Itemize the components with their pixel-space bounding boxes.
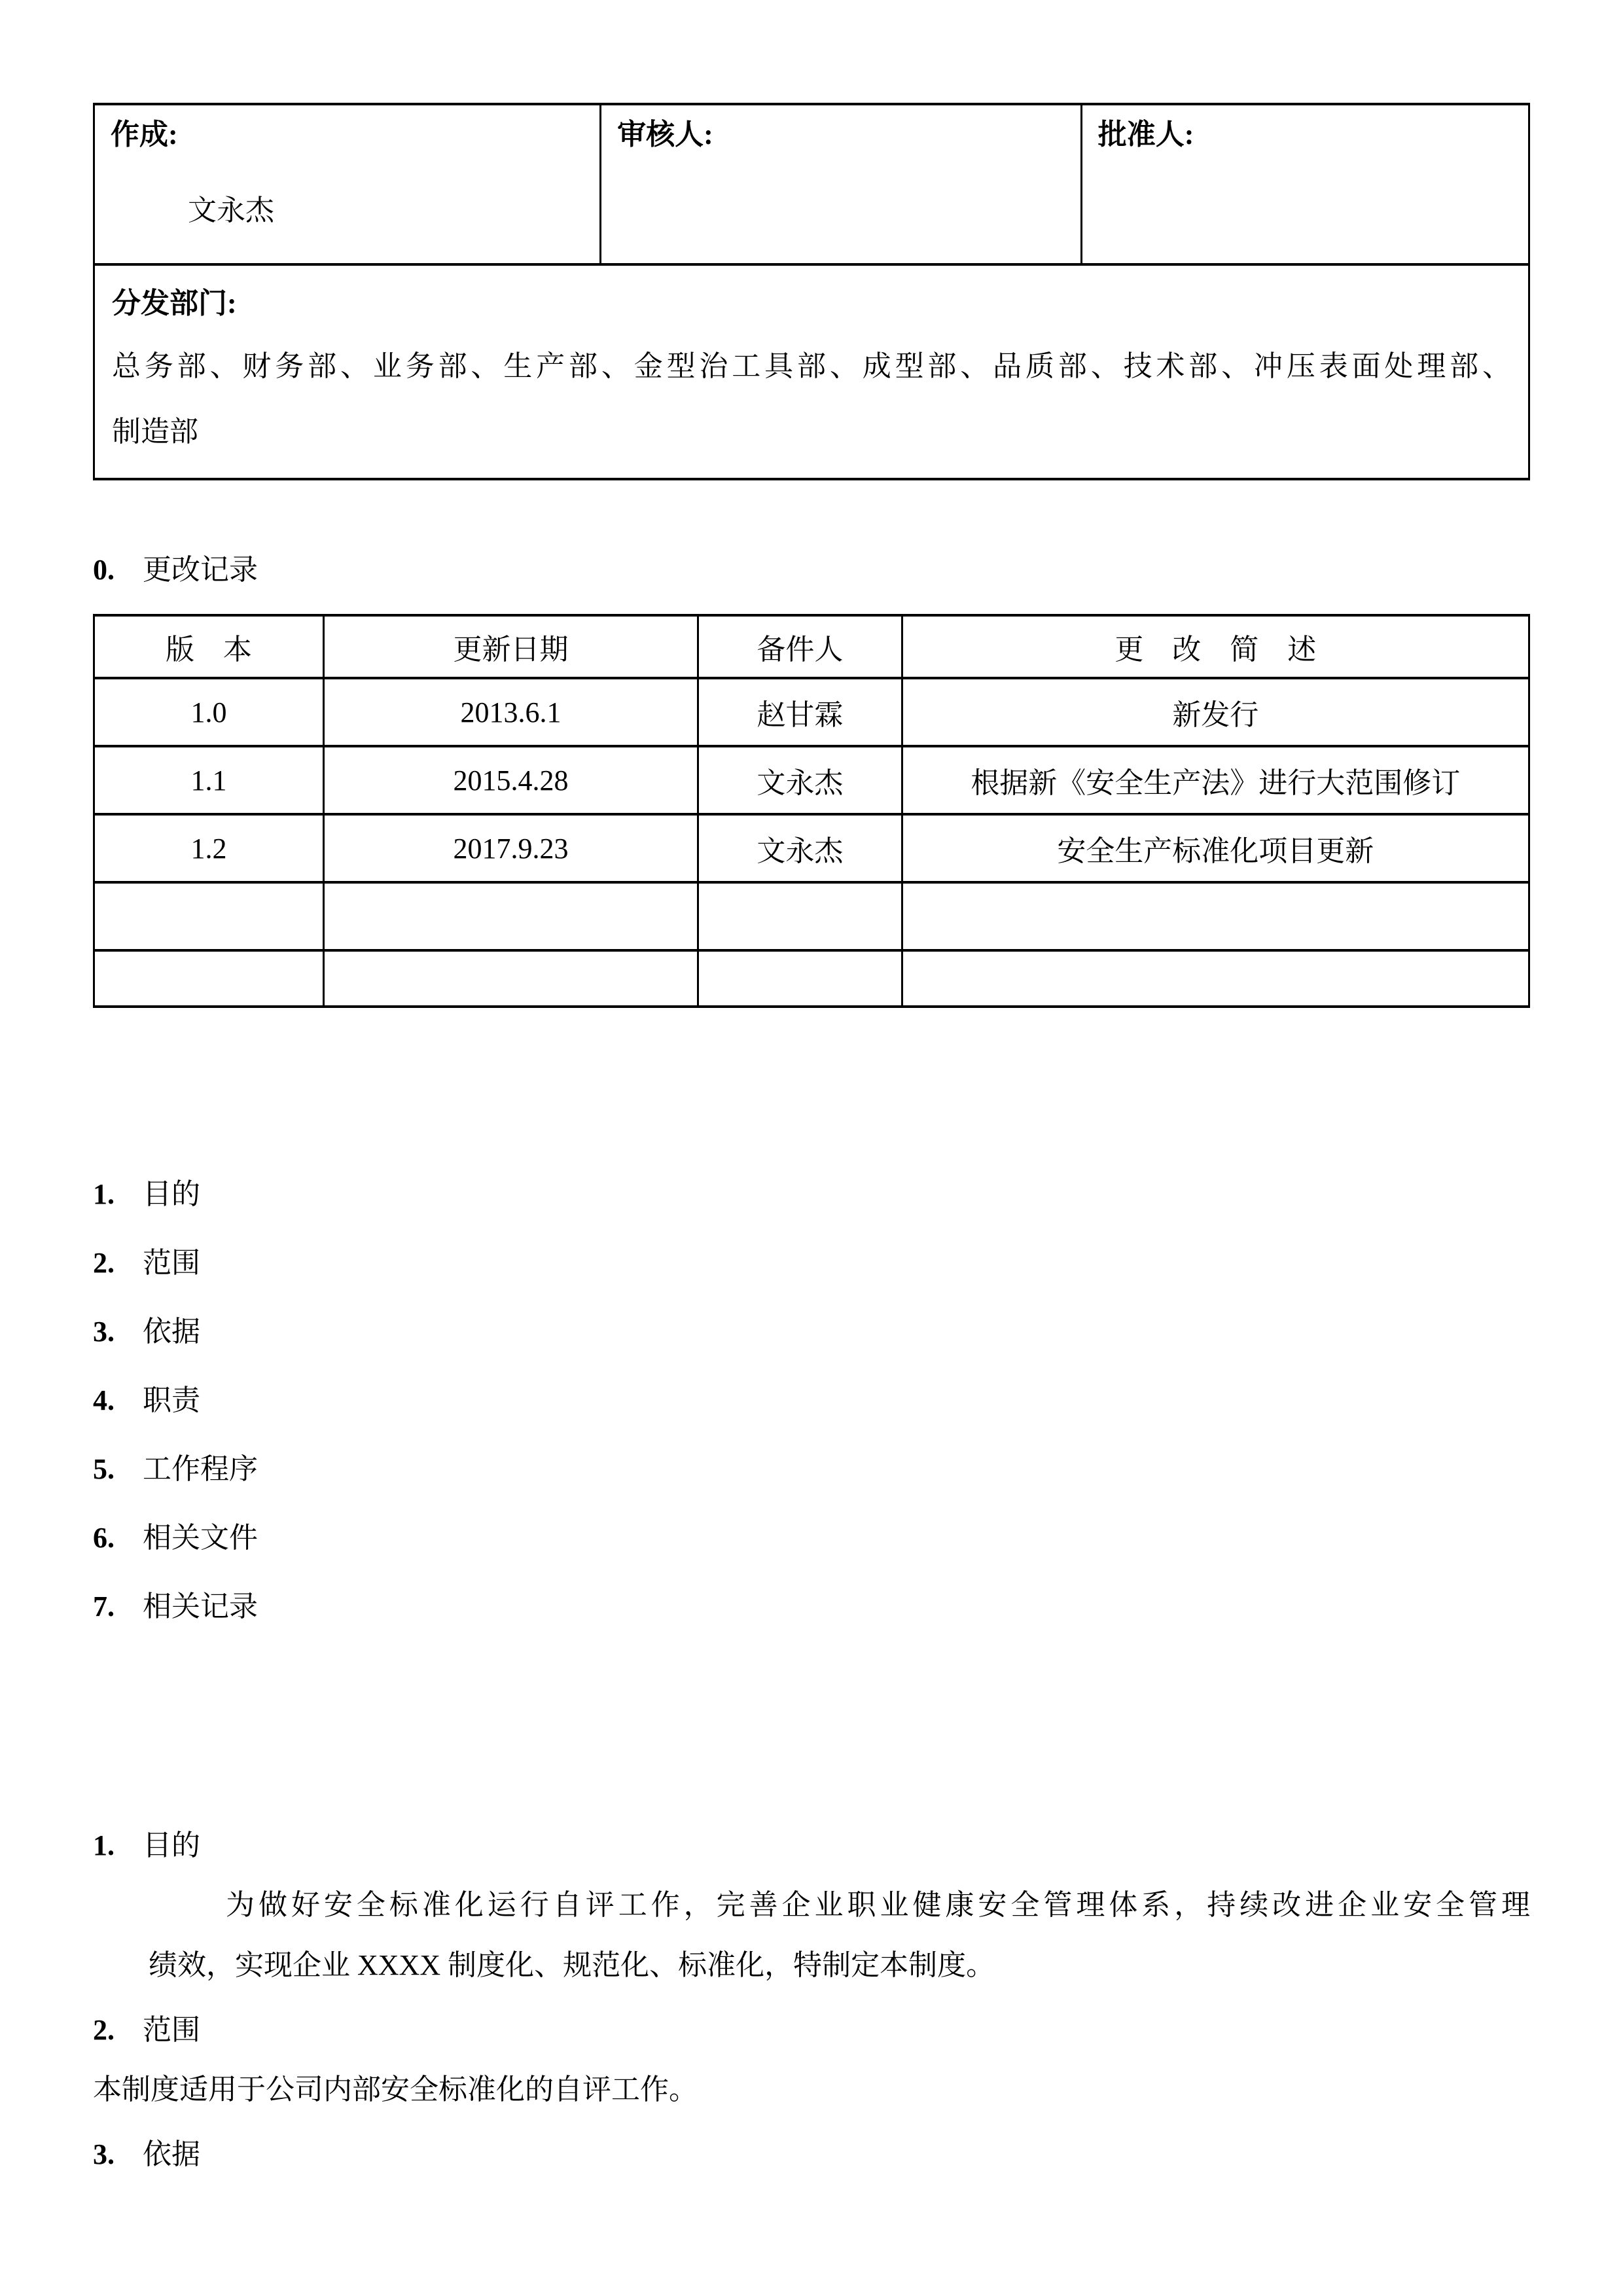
change-record-heading bbox=[93, 550, 1530, 590]
cell-version: 1.0 bbox=[94, 678, 324, 746]
section-number: 1. bbox=[93, 1829, 115, 1861]
table-row bbox=[94, 678, 1529, 746]
distribution-departments-line2: 制造部 bbox=[112, 416, 198, 448]
toc-item-purpose bbox=[93, 1160, 1530, 1229]
toc-number: 2. bbox=[93, 1247, 115, 1279]
toc-item-basis bbox=[93, 1297, 1530, 1366]
approver-cell bbox=[1081, 104, 1529, 264]
toc-number: 1. bbox=[93, 1178, 115, 1210]
distribution-row bbox=[94, 264, 1529, 479]
section-title: 范围 bbox=[143, 2014, 200, 2046]
cell-summary: 新发行 bbox=[902, 678, 1529, 746]
col-header-update-date: 更新日期 bbox=[323, 615, 698, 678]
toc-label: 相关记录 bbox=[143, 1590, 258, 1623]
author-cell bbox=[94, 104, 601, 264]
purpose-paragraph-line2: 绩效，实现企业 XXXX 制度化、规范化、标准化，特制定本制度。 bbox=[149, 1949, 995, 1981]
col-header-version: 版 本 bbox=[94, 615, 324, 678]
scope-paragraph-line1: 本制度适用于公司内部安全标准化的自评工作。 bbox=[93, 2073, 698, 2106]
cell-editor: 文永杰 bbox=[698, 814, 902, 882]
section-purpose-heading bbox=[93, 1825, 1530, 1866]
distribution-cell bbox=[94, 264, 1529, 479]
toc-label: 相关文件 bbox=[143, 1522, 258, 1554]
section-number: 3. bbox=[93, 2138, 115, 2170]
cell-date bbox=[323, 882, 698, 950]
change-record-table bbox=[93, 614, 1530, 1008]
toc-number: 6. bbox=[93, 1522, 115, 1554]
toc-number: 5. bbox=[93, 1453, 115, 1485]
cell-version: 1.1 bbox=[94, 746, 324, 814]
cell-summary: 安全生产标准化项目更新 bbox=[902, 814, 1529, 882]
change-record-heading-title: 更改记录 bbox=[143, 554, 258, 586]
change-table-header-row bbox=[94, 615, 1529, 678]
toc-item-related-records bbox=[93, 1572, 1530, 1641]
cell-summary bbox=[902, 882, 1529, 950]
section-scope-heading bbox=[93, 2010, 1530, 2051]
section-number: 2. bbox=[93, 2014, 115, 2046]
table-row-empty bbox=[94, 950, 1529, 1007]
table-row bbox=[94, 814, 1529, 882]
table-row bbox=[94, 746, 1529, 814]
section-title: 依据 bbox=[143, 2138, 200, 2170]
author-label: 作成: bbox=[111, 118, 178, 151]
col-header-change-summary: 更 改 简 述 bbox=[902, 615, 1529, 678]
reviewer-cell bbox=[601, 104, 1082, 264]
reviewer-label: 审核人: bbox=[617, 118, 713, 151]
approval-row bbox=[94, 104, 1529, 264]
purpose-paragraph-line1: 为做好安全标准化运行自评工作，完善企业职业健康安全管理体系，持续改进企业安全管理 bbox=[226, 1889, 1530, 1921]
cell-editor bbox=[698, 882, 902, 950]
toc-label: 工作程序 bbox=[143, 1453, 258, 1485]
cell-date: 2017.9.23 bbox=[323, 814, 698, 882]
cell-version: 1.2 bbox=[94, 814, 324, 882]
approver-label: 批准人: bbox=[1097, 118, 1194, 151]
cell-editor: 文永杰 bbox=[698, 746, 902, 814]
distribution-departments-line1: 总务部、财务部、业务部、生产部、金型治工具部、成型部、品质部、技术部、冲压表面处理部、 bbox=[112, 350, 1511, 382]
section-title: 目的 bbox=[143, 1829, 200, 1861]
toc-list bbox=[93, 1160, 1530, 1641]
cell-date: 2015.4.28 bbox=[323, 746, 698, 814]
toc-label: 目的 bbox=[143, 1178, 200, 1210]
cell-editor bbox=[698, 950, 902, 1007]
toc-item-scope bbox=[93, 1229, 1530, 1297]
cell-version bbox=[94, 882, 324, 950]
change-record-heading-number: 0. bbox=[93, 554, 115, 586]
author-name: 文永杰 bbox=[188, 194, 274, 226]
toc-number: 7. bbox=[93, 1590, 115, 1623]
cell-editor: 赵甘霖 bbox=[698, 678, 902, 746]
toc-number: 3. bbox=[93, 1316, 115, 1348]
cell-date: 2013.6.1 bbox=[323, 678, 698, 746]
toc-label: 依据 bbox=[143, 1316, 200, 1348]
toc-number: 4. bbox=[93, 1384, 115, 1416]
cell-summary bbox=[902, 950, 1529, 1007]
toc-item-procedure bbox=[93, 1435, 1530, 1503]
cell-summary: 根据新《安全生产法》进行大范围修订 bbox=[902, 746, 1529, 814]
toc-label: 职责 bbox=[143, 1384, 200, 1416]
toc-item-responsibility bbox=[93, 1366, 1530, 1435]
approval-table bbox=[93, 103, 1530, 480]
cell-version bbox=[94, 950, 324, 1007]
distribution-label: 分发部门: bbox=[112, 287, 237, 319]
table-row-empty bbox=[94, 882, 1529, 950]
toc-item-related-documents bbox=[93, 1503, 1530, 1572]
toc-label: 范围 bbox=[143, 1247, 200, 1279]
col-header-editor: 备件人 bbox=[698, 615, 902, 678]
section-basis-heading bbox=[93, 2134, 1530, 2175]
cell-date bbox=[323, 950, 698, 1007]
